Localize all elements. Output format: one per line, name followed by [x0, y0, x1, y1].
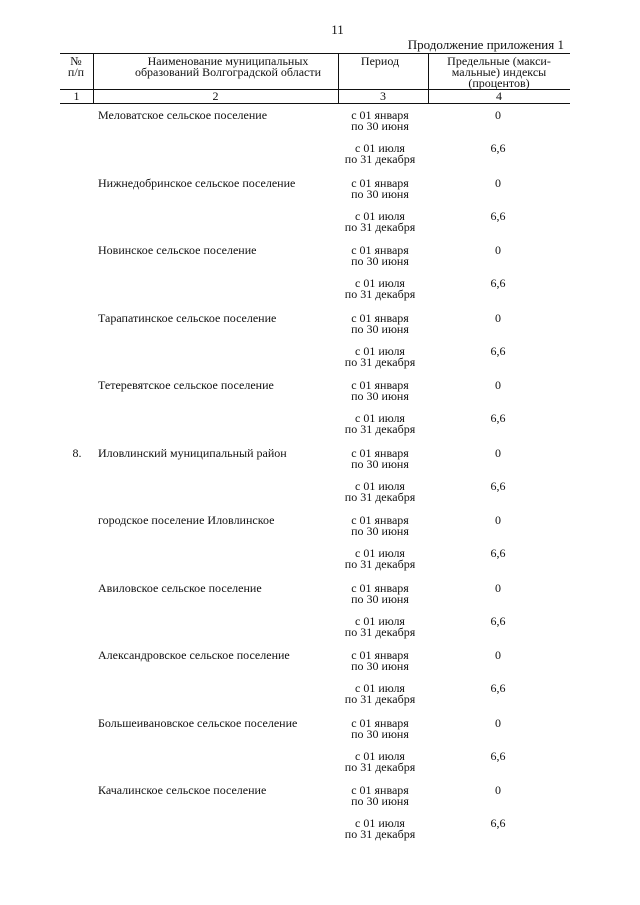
header-num-line: № [70, 54, 82, 68]
table-body [60, 108, 570, 851]
index-value-first-half: 0 [495, 378, 501, 392]
period-end: по 30 июня [351, 456, 409, 471]
municipality-name: Большеивановское сельское поселение [98, 715, 298, 730]
period-second-half [328, 613, 432, 639]
index-value-second-half: 6,6 [490, 478, 506, 493]
period-end: по 31 декабря [344, 557, 416, 571]
period-start: с 01 июля [355, 546, 405, 560]
municipality-name: Авиловское сельское поселение [98, 580, 262, 595]
period-start: с 01 июля [355, 276, 405, 290]
municipality-name: Александровское сельское поселение [98, 648, 290, 662]
table-row [60, 446, 570, 514]
index-value-second-half: 6,6 [490, 546, 506, 560]
period-start: с 01 июля [355, 816, 405, 830]
period-second-half [328, 548, 432, 570]
period-first-half [328, 580, 432, 606]
header-name [93, 56, 363, 78]
period-end: по 30 июня [351, 659, 409, 673]
period-first-half [328, 110, 432, 132]
period-start: с 01 января [351, 513, 409, 527]
period-end: по 31 декабря [344, 354, 416, 369]
period-start: с 01 июля [355, 343, 405, 358]
municipality-name: Тетеревятское сельское поселение [98, 378, 274, 392]
period-end: по 31 декабря [344, 827, 416, 841]
period-second-half [328, 478, 432, 504]
index-value-second-half: 6,6 [490, 141, 506, 155]
period-second-half [328, 818, 432, 840]
header-limit-line: Предельные (макси- [447, 54, 551, 68]
index-value-second-half: 6,6 [490, 816, 506, 830]
period-start: с 01 января [351, 648, 409, 662]
table-row [60, 783, 570, 851]
municipality-name: Тарапатинское сельское поселение [98, 310, 277, 325]
period-end: по 31 декабря [344, 219, 416, 234]
column-number: 4 [496, 89, 502, 103]
municipality-name: городское поселение Иловлинское [98, 513, 275, 527]
municipality-name: Меловатское сельское поселение [98, 108, 268, 122]
municipality-name: Иловлинский муниципальный район [98, 445, 287, 460]
period-start: с 01 января [351, 783, 409, 797]
index-value-first-half: 0 [495, 648, 501, 662]
header-period [332, 56, 428, 67]
period-end: по 31 декабря [344, 422, 416, 436]
period-start: с 01 января [351, 445, 409, 460]
period-end: по 30 июня [351, 591, 409, 606]
period-start: с 01 января [351, 243, 409, 257]
period-start: с 01 января [351, 175, 409, 190]
index-value-first-half: 0 [495, 310, 501, 325]
period-start: с 01 июля [355, 748, 405, 763]
table-row [60, 581, 570, 649]
period-end: по 30 июня [351, 186, 409, 201]
index-value-first-half: 0 [495, 580, 501, 595]
period-first-half [328, 380, 432, 402]
header-period-line: Период [360, 54, 400, 68]
column-number: 1 [73, 89, 80, 103]
table-row [60, 108, 570, 176]
index-value-first-half: 0 [495, 783, 501, 797]
period-end: по 30 июня [351, 524, 409, 538]
period-end: по 30 июня [351, 726, 409, 741]
index-value-first-half: 0 [495, 175, 501, 190]
period-end: по 31 декабря [344, 759, 416, 774]
period-end: по 31 декабря [344, 624, 416, 639]
period-end: по 30 июня [351, 119, 409, 133]
index-value-second-half: 6,6 [490, 613, 506, 628]
period-second-half [328, 413, 432, 435]
column-number: 2 [212, 89, 219, 103]
period-start: с 01 июля [355, 208, 405, 223]
page-number: 11 [331, 22, 344, 37]
period-start: с 01 января [351, 108, 409, 122]
index-value-second-half: 6,6 [490, 411, 506, 425]
index-value-first-half: 0 [495, 243, 501, 257]
period-end: по 30 июня [351, 254, 409, 268]
header-limit-line: (процентов) [468, 76, 530, 90]
period-start: с 01 июля [355, 478, 405, 493]
period-start: с 01 июля [355, 411, 405, 425]
period-start: с 01 июля [355, 681, 405, 695]
municipality-name: Качалинское сельское поселение [98, 783, 267, 797]
index-value-second-half: 6,6 [490, 208, 506, 223]
period-second-half [328, 143, 432, 165]
table-row [60, 176, 570, 244]
header-num-line: п/п [67, 65, 85, 79]
index-value-second-half: 6,6 [490, 748, 506, 763]
table-row [60, 378, 570, 446]
period-end: по 30 июня [351, 321, 409, 336]
index-value-second-half: 6,6 [490, 343, 506, 358]
continuation-note: Продолжение приложения 1 [407, 37, 564, 52]
period-start: с 01 июля [355, 141, 405, 155]
table-row [60, 716, 570, 784]
period-end: по 31 декабря [344, 692, 416, 706]
index-value-second-half: 6,6 [490, 681, 506, 695]
period-first-half [328, 785, 432, 807]
row-number: 8. [72, 445, 82, 460]
period-end: по 31 декабря [344, 287, 416, 301]
period-first-half [328, 175, 432, 201]
municipality-name: Новинское сельское поселение [98, 243, 257, 257]
period-first-half [328, 515, 432, 537]
column-numbers-row [60, 89, 570, 104]
index-value-second-half: 6,6 [490, 276, 506, 290]
period-second-half [328, 683, 432, 705]
header-limit [428, 56, 570, 89]
table-row [60, 513, 570, 581]
period-end: по 30 июня [351, 389, 409, 403]
period-start: с 01 июля [355, 613, 405, 628]
period-end: по 30 июня [351, 794, 409, 808]
period-first-half [328, 245, 432, 267]
table-row [60, 243, 570, 311]
period-start: с 01 января [351, 310, 409, 325]
period-second-half [328, 278, 432, 300]
period-first-half [328, 715, 432, 741]
index-value-first-half: 0 [495, 108, 501, 122]
period-end: по 31 декабря [344, 489, 416, 504]
header-limit-line: мальные) индексы [451, 65, 547, 79]
period-start: с 01 января [351, 580, 409, 595]
period-start: с 01 января [351, 378, 409, 392]
index-value-first-half: 0 [495, 445, 501, 460]
column-number: 3 [380, 89, 386, 103]
table-row [60, 648, 570, 716]
header-name-line: Наименование муниципальных [147, 54, 309, 68]
index-value-first-half: 0 [495, 715, 501, 730]
period-first-half [328, 310, 432, 336]
period-first-half [328, 445, 432, 471]
table-row [60, 311, 570, 379]
period-second-half [328, 208, 432, 234]
header-name-line: образований Волгоградской области [134, 65, 322, 79]
period-second-half [328, 748, 432, 774]
table-header [60, 53, 570, 90]
index-value-first-half: 0 [495, 513, 501, 527]
municipality-name: Нижнедобринское сельское поселение [98, 175, 296, 190]
period-end: по 31 декабря [344, 152, 416, 166]
header-num [60, 56, 92, 78]
period-second-half [328, 343, 432, 369]
period-start: с 01 января [351, 715, 409, 730]
period-first-half [328, 650, 432, 672]
